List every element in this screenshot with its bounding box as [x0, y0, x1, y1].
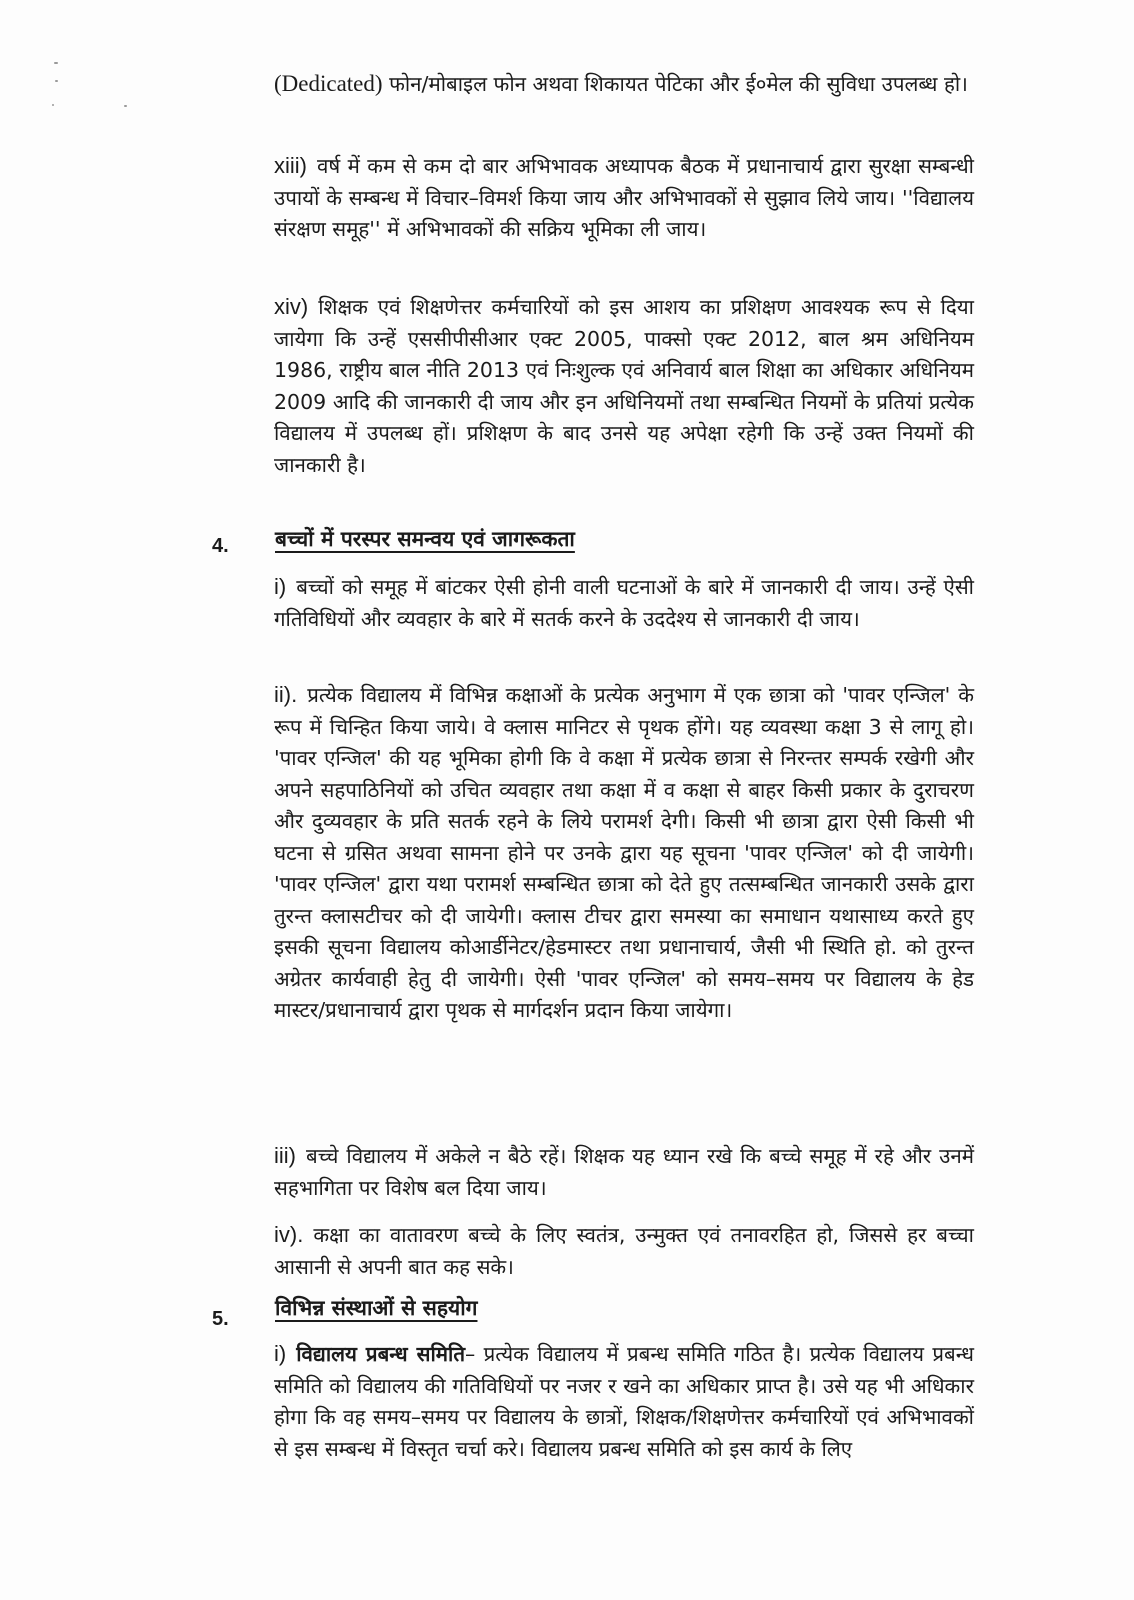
item-xiv-text: शिक्षक एवं शिक्षणेत्तर कर्मचारियों को इस आशय का प्रशिक्षण आवश्यक रूप से दिया जायेगा कि उन्हें एससीपीसीआर एक्ट 2005, पाक्सो एक्ट 2012, बाल श्रम अधिनियम 1986, राष्ट्रीय बाल नीति 2013 एवं निःशुल्क एवं अनिवार्य बाल शिक्षा का अधिकार अधिनियम 2009 आदि की जानकारी दी जाय और इन अधिनियमों तथा सम्बन्धित नियमों के प्रतियां प्रत्येक विद्यालय में उपलब्ध हों। प्रशिक्षण के बाद उनसे यह अपेक्षा रहेगी कि उन्हें उक्त नियमों की जानकारी है।: [274, 295, 974, 477]
section-4-item-ii: [274, 679, 974, 1027]
section-5-item-i-marker: i): [274, 1341, 287, 1366]
dedicated-term: (Dedicated): [274, 71, 383, 96]
section-4-item-iii-marker: iii): [274, 1143, 296, 1168]
section-5-number: 5.: [212, 1308, 229, 1330]
item-xiii-marker: xiii): [274, 153, 307, 178]
section-5-item-i-text: – प्रत्येक विद्यालय में प्रबन्ध समिति गठित है। प्रत्येक विद्यालय प्रबन्ध समिति को विद्यालय की गतिविधियों पर नजर र खने का अधिकार प्राप्त है। उसे यह भी अधिकार होगा कि वह समय–समय पर विद्यालय के छात्रों, शिक्षक/शिक्षणेत्तर कर्मचारियों एवं अभिभावकों से इस सम्बन्ध में विस्तृत चर्चा करे। विद्यालय प्रबन्ध समिति को इस कार्य के लिए: [274, 1342, 975, 1461]
section-4-item-iv-marker: iv).: [274, 1222, 304, 1247]
section-5-item-i-lead: विद्यालय प्रबन्ध समिति: [296, 1342, 466, 1366]
section-4-number: 4.: [212, 535, 229, 557]
item-xiv: [274, 291, 974, 481]
section-4-item-iv-text: कक्षा का वातावरण बच्चे के लिए स्वतंत्र, उन्मुक्त एवं तनावरहित हो, जिससे हर बच्चा आसानी से अपनी बात कह सके।: [274, 1223, 974, 1279]
item-xiii: [274, 150, 974, 246]
section-4-item-iii: [274, 1140, 974, 1204]
section-5-item-i: [274, 1338, 974, 1465]
section-4-item-iv: [274, 1219, 974, 1283]
section-4-item-i: [274, 571, 974, 635]
continuation-text: फोन/मोबाइल फोन अथवा शिकायत पेटिका और ई०मेल की सुविधा उपलब्ध हो।: [382, 72, 968, 96]
section-4-item-i-marker: i): [274, 574, 287, 599]
section-5-heading: विभिन्न संस्थाओं से सहयोग: [275, 1296, 478, 1320]
section-4-item-iii-text: बच्चे विद्यालय में अकेले न बैठे रहें। शिक्षक यह ध्यान रखे कि बच्चे समूह में रहे और उनमें सहभागिता पर विशेष बल दिया जाय।: [274, 1144, 974, 1200]
section-4-item-ii-marker: ii).: [274, 682, 298, 707]
section-4-item-i-text: बच्चों को समूह में बांटकर ऐसी होनी वाली घटनाओं के बारे में जानकारी दी जाय। उन्हें ऐसी गतिविधियों और व्यवहार के बारे में सतर्क करने के उददेश्य से जानकारी दी जाय।: [274, 575, 974, 631]
section-4-item-ii-text: प्रत्येक विद्यालय में विभिन्न कक्षाओं के प्रत्येक अनुभाग में एक छात्रा को 'पावर एन्जिल' के रूप में चिन्हित किया जाये। वे क्लास मानिटर से पृथक होंगे। यह व्यवस्था कक्षा 3 से लागू हो। 'पावर एन्जिल' की यह भूमिका होगी कि वे कक्षा में प्रत्येक छात्रा से निरन्तर सम्पर्क रखेगी और अपने सहपाठिनियों को उचित व्यवहार तथा कक्षा में व कक्षा से बाहर किसी प्रकार के दुराचरण और दुव्यवहार के प्रति सतर्क रहने के लिये परामर्श देगी। किसी भी छात्रा द्वारा ऐसी किसी भी घटना से ग्रसित अथवा सामना होने पर उनके द्वारा यह सूचना 'पावर एन्जिल' को दी जायेगी। 'पावर एन्जिल' द्वारा यथा परामर्श सम्बन्धित छात्रा को देते हुए तत्सम्बन्धित जानकारी उसके द्वारा तुरन्त क्लासटीचर को दी जायेगी। क्लास टीचर द्वारा समस्या का समाधान यथासाध्य करते हुए इसकी सूचना विद्यालय कोआर्डीनेटर/हेडमास्टर तथा प्रधानाचार्य, जैसी भी स्थिति हो. को तुरन्त अग्रेतर कार्यवाही हेतु दी जायेगी। ऐसी 'पावर एन्जिल' को समय–समय पर विद्यालय के हेड मास्टर/प्रधानाचार्य द्वारा पृथक से मार्गदर्शन प्रदान किया जायेगा।: [274, 683, 974, 1022]
item-xiii-text: वर्ष में कम से कम दो बार अभिभावक अध्यापक बैठक में प्रधानाचार्य द्वारा सुरक्षा सम्बन्धी उपायों के सम्बन्ध में विचार–विमर्श किया जाय और अभिभावकों से सुझाव लिये जाय। ''विद्यालय संरक्षण समूह'' में अभिभावकों की सक्रिय भूमिका ली जाय।: [274, 154, 974, 241]
item-xiv-marker: xiv): [274, 294, 309, 319]
continuation-paragraph: [274, 68, 974, 101]
section-4-heading: बच्चों में परस्पर समन्वय एवं जागरूकता: [275, 527, 575, 551]
